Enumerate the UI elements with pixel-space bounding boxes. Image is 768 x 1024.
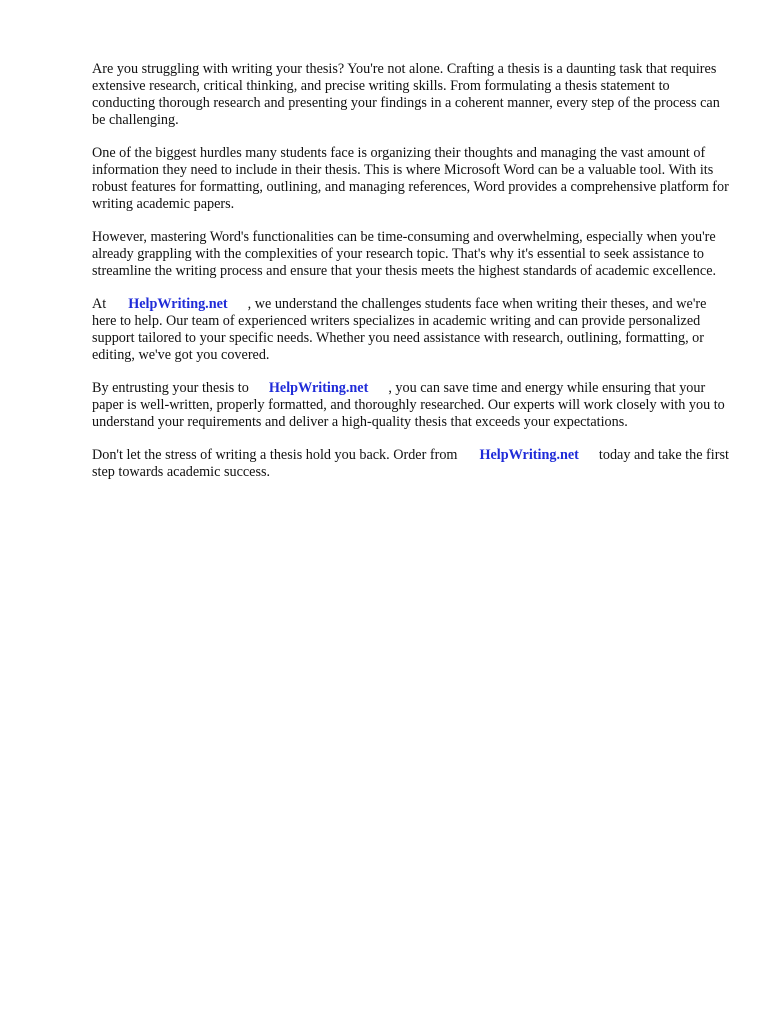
paragraph-word-tool: One of the biggest hurdles many students face is organizing their thoughts and managing the vast amount of information they need to include in their thesis. This is where Microsoft Word can be a valuable tool. With its robust features for formatting, outlining, and managing references, Word provides a comprehensive platform for writing academic papers. <box>92 145 729 212</box>
paragraph-text: , we understand the challenges students face when writing their theses, and we're here to help. Our team of experienced writers specializes in academic writing and can provide personalized support tailored to your specific needs. Whether you need assistance with research, outlining, formatting, or editing, we've got you covered. <box>92 296 707 363</box>
paragraph-text: At <box>92 296 107 312</box>
helpwriting-link[interactable]: HelpWriting.net <box>479 447 579 463</box>
paragraph-about-service <box>92 296 732 364</box>
paragraph-intro: Are you struggling with writing your thesis? You're not alone. Crafting a thesis is a daunting task that requires extensive research, critical thinking, and precise writing skills. From formulating a thesis statement to conducting thorough research and presenting your findings in a coherent manner, every step of the process can be challenging. <box>92 61 720 128</box>
paragraph-text: , you can save time and energy while ensuring that your paper is well-written, properly formatted, and thoroughly researched. Our experts will work closely with you to understand your requirements and deliver a high-quality thesis that exceeds your expectations. <box>92 380 725 430</box>
paragraph-call-to-action <box>92 447 732 481</box>
paragraph-text: Don't let the stress of writing a thesis hold you back. Order from <box>92 447 458 463</box>
paragraph-assistance: However, mastering Word's functionalities can be time-consuming and overwhelming, especially when you're already grappling with the complexities of your research topic. That's why it's essential to seek assistance to streamline the writing process and ensure that your thesis meets the highest standards of academic excellence. <box>92 229 717 279</box>
helpwriting-link[interactable]: HelpWriting.net <box>268 380 369 396</box>
paragraph-text: today and take the first step towards academic success. <box>92 447 729 480</box>
paragraph-text: By entrusting your thesis to <box>92 380 249 396</box>
document-body <box>92 61 732 497</box>
helpwriting-link[interactable]: HelpWriting.net <box>128 296 228 312</box>
paragraph-entrust <box>92 380 732 431</box>
